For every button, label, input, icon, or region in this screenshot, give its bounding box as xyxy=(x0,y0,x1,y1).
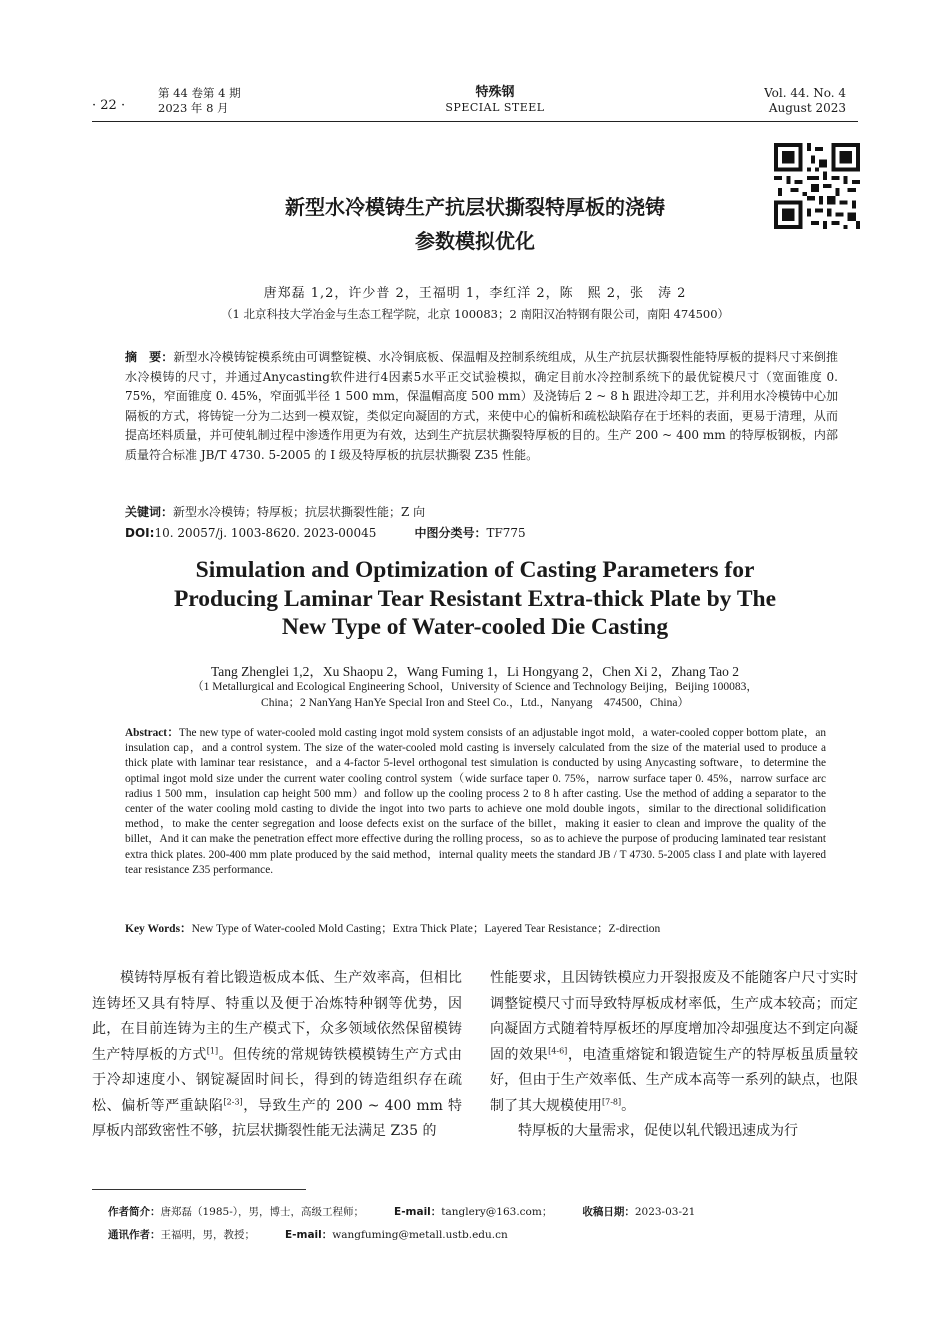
title-cn xyxy=(150,190,800,258)
title-en-line3: New Type of Water-cooled Die Casting xyxy=(281,614,669,640)
volume-cn: 第 44 卷第 4 期 xyxy=(158,86,241,100)
keywords-en-label: Key Words： xyxy=(125,923,192,935)
body-paragraph xyxy=(92,966,462,1145)
abstract-en xyxy=(125,726,826,878)
bio-label: 作者简介： xyxy=(108,1206,161,1218)
journal-issue-cn xyxy=(158,86,241,116)
body-left-column xyxy=(92,966,462,1145)
keywords-en xyxy=(125,920,826,936)
authors-en: Tang Zhenglei 1,2，Xu Shaopu 2，Wang Fuming 1，Li Hongyang 2，Chen Xi 2，Zhang Tao 2 xyxy=(210,664,740,679)
email-label: E-mail： xyxy=(394,1206,442,1218)
citation-ref[interactable]: [4-6] xyxy=(548,1045,568,1055)
title-cn-line2: 参数模拟优化 xyxy=(415,229,535,253)
received-label: 收稿日期： xyxy=(582,1206,635,1218)
doi-line xyxy=(125,524,838,541)
body-paragraph: 特厚板的大量需求，促使以轧代锻迅速成为行 xyxy=(518,1123,798,1139)
page-number: · 22 · xyxy=(92,98,126,113)
doi-value[interactable]: 10. 20057/j. 1003-8620. 2023-00045 xyxy=(154,526,377,540)
abstract-cn-text: 新型水冷模铸锭模系统由可调整锭模、水冷铜底板、保温帽及控制系统组成，从生产抗层状撕裂性能特厚板的提料尺寸来倒推水冷模铸的尺寸，并通过Anycasting软件进行4因素5水平正交试验模拟，确定目前水冷控制系统下的最优锭模尺寸（宽面锥度 0. 75%，窄面锥度 0. 45%，窄面弧半径 1 500 mm，保温帽高度 500 mm）及浇铸后 2 ~ 8 h 跟进冷却工艺，并利用水冷模铸中心加隔板的方式，将铸锭一分为二达到一模双锭，类似定向凝固的方式，来使中心的偏析和疏松缺陷存在于坯料的表面，更易于清理，从而提高坯料质量，并可使轧制过程中渗透作用更为有效，达到生产抗层状撕裂特厚板的目的。生产 200 ~ 400 mm 的特厚板钢板，内部质量符合标准 JB/T 4730. 5-2005 的 I 级及特厚板的抗层状撕裂 Z35 性能。 xyxy=(125,350,838,462)
doi-label: DOI: xyxy=(125,526,155,540)
corr-text: 王福明，男，教授； xyxy=(160,1229,255,1241)
body-text: ，电渣重熔锭和锻造锭生产的特厚板虽质量较好，但由于生产效率低、生产成本高等一系列的缺点，也限制了其大规模使用 xyxy=(490,1046,859,1114)
email-label: E-mail： xyxy=(285,1229,333,1241)
body-text: 。但传统的常规铸铁模模铸生产方式由于冷却速度小、钢锭凝固时间长，得到的铸造组织存在疏松、偏析等严重缺陷 xyxy=(92,1046,463,1114)
received-date: 2023-03-21 xyxy=(634,1206,696,1218)
affiliation-en-line1: （1 Metallurgical and Ecological Engineering School，University of Science and Technology Beijing，Beijing 100083， xyxy=(192,681,758,693)
corr-label: 通讯作者： xyxy=(108,1229,161,1241)
date-cn: 2023 年 8 月 xyxy=(158,101,229,115)
body-paragraph xyxy=(490,966,858,1119)
keywords-en-text: New Type of Water-cooled Mold Casting；Extra Thick Plate；Layered Tear Resistance；Z-direction xyxy=(191,923,661,935)
body-text: 模铸特厚板有着比锻造板成本低、生产效率高，但相比连铸坯又具有特厚、特重以及便于冶炼特种钢等优势，因此，在目前连铸为主的生产模式下，众多领域依然保留模铸生产特厚板的方式 xyxy=(92,970,462,1063)
title-en-line2: Producing Laminar Tear Resistant Extra-thick Plate by The xyxy=(173,585,777,612)
abstract-en-text: The new type of water-cooled mold casting ingot mold system consists of an adjustable ingot mold，a water-cooled copper bottom plate，an insulation cap，and a control system. The size of the water-cooled mold casting is inversely calculated from the size of the material used to produce a thick plate with laminar tear resistance，and a 4-factor 5-level orthogonal test simulation is conducted by using Anycasting software，to determine the optimal ingot mold size under the current water cooling control system（wide surface taper 0. 75%，narrow surface taper 0. 45%，narrow surface arc radius 1 500 mm，insulation cap height 500 mm）and follow up the cooling process 2 to 8 h after casting. Use the method of adding a separator to the center of the water cooling mold casting to divide the ingot into two parts to achieve one mold double ingots，similar to the directional solidification method，to make the center segregation and loose defects exist on the surface of the billet，making it easier to clean and improve the quality of the billet，And it can make the penetration effect more effective during the rolling process，so as to achieve the purpose of producing laminated tear resistant extra thick plates. 200-400 mm plate produced by the said method，internal quality meets the standard JB / T 4730. 5-2005 class I and plate with layered tear resistance Z35 performance. xyxy=(125,727,826,876)
body-text: ，导致生产的 200 ~ 400 mm 特厚板内部致密性不够，抗层状撕裂性能无法满足 Z35 的 xyxy=(92,1097,462,1139)
affiliation-en-line2: China；2 NanYang HanYe Special Iron and Steel Co.，Ltd.，Nanyang 474500，China） xyxy=(261,696,689,709)
email-link[interactable]: tanglery@163.com； xyxy=(441,1206,553,1218)
volume-en: Vol. 44. No. 4 xyxy=(764,86,846,100)
keywords-cn-text: 新型水冷模铸；特厚板；抗层状撕裂性能；Z 向 xyxy=(173,505,426,519)
journal-issue-en xyxy=(764,86,846,116)
abstract-cn-label: 摘 要： xyxy=(125,350,174,364)
affiliation-en xyxy=(100,680,850,711)
footnote-corresponding xyxy=(108,1227,508,1242)
abstract-cn xyxy=(125,348,838,465)
bio-text: 唐郑磊（1985-），男，博士，高级工程师； xyxy=(160,1206,365,1218)
keywords-cn-label: 关键词： xyxy=(125,505,174,519)
citation-ref[interactable]: [7-8] xyxy=(602,1096,622,1106)
header-rule xyxy=(92,121,858,122)
title-en-line1: Simulation and Optimization of Casting Parameters for xyxy=(195,557,755,583)
journal-name-en: SPECIAL STEEL xyxy=(445,101,545,114)
title-cn-line1: 新型水冷模铸生产抗层状撕裂特厚板的浇铸 xyxy=(285,195,665,219)
footnote-rule xyxy=(92,1189,306,1190)
journal-name-cn: 特殊钢 xyxy=(475,85,515,100)
body-text: 性能要求，且因铸铁模应力开裂报废及不能随客户尺寸实时调整锭模尺寸而导致特厚板成材率低，生产成本较高；而定向凝固方式随着特厚板坯的厚度增加冷却强度达不到定向凝固的效果 xyxy=(490,970,858,1063)
clc-label: 中图分类号： xyxy=(414,526,487,540)
journal-name xyxy=(350,85,640,115)
citation-ref[interactable]: [1] xyxy=(206,1045,219,1055)
authors-cn: 唐郑磊 1,2，许少普 2，王福明 1，李红洋 2，陈 熙 2，张 涛 2 xyxy=(263,286,687,301)
affiliation-cn: （1 北京科技大学冶金与生态工程学院，北京 100083；2 南阳汉冶特钢有限公司，南阳 474500） xyxy=(220,307,730,321)
body-right-column xyxy=(490,966,858,1145)
keywords-cn xyxy=(125,503,838,520)
title-en xyxy=(100,556,850,642)
citation-ref[interactable]: [2-3] xyxy=(223,1096,243,1106)
date-en: August 2023 xyxy=(768,101,846,115)
body-text: 。 xyxy=(621,1097,636,1114)
email-link[interactable]: wangfuming@metall.ustb.edu.cn xyxy=(332,1229,508,1241)
clc-value: TF775 xyxy=(486,526,526,540)
footnote-author-bio xyxy=(108,1204,695,1219)
abstract-en-label: Abstract： xyxy=(125,727,179,739)
